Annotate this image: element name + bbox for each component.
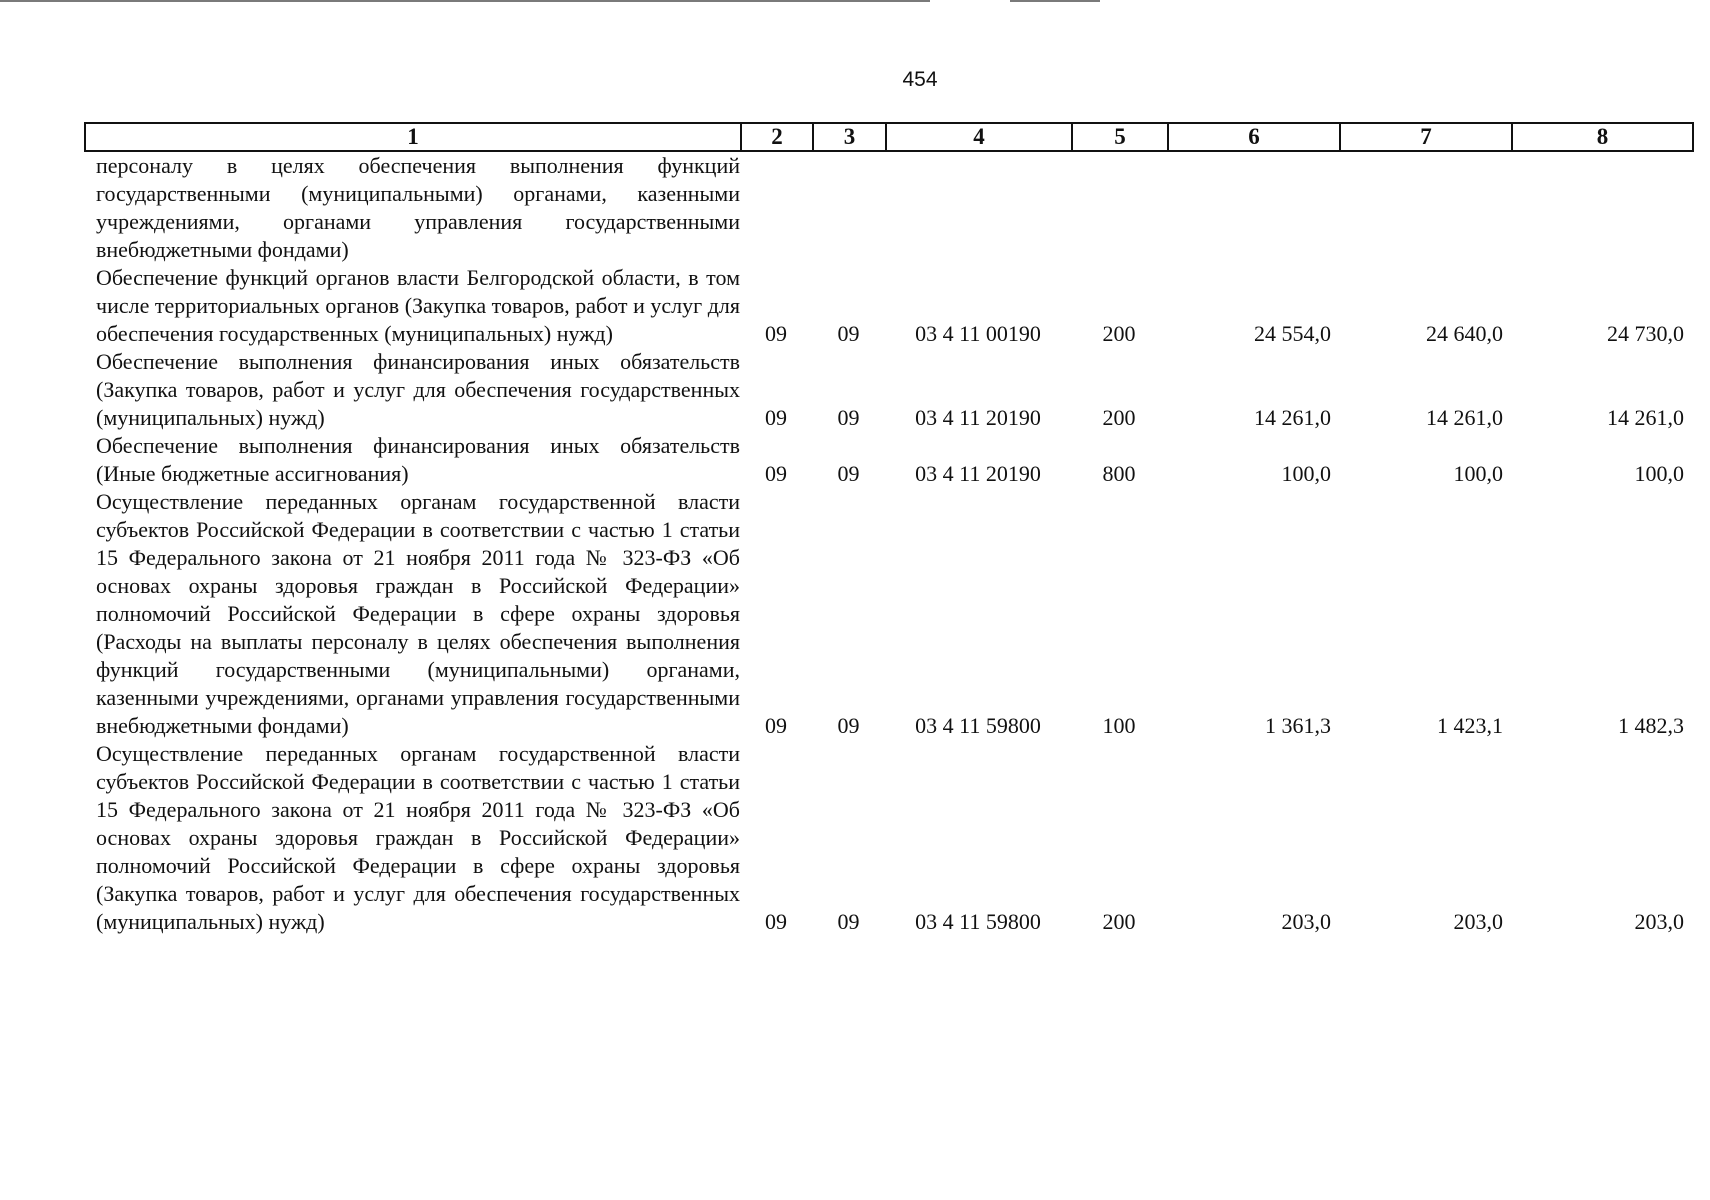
column-header: 5 [1072,123,1168,151]
row-amount-1: 100,0 [1281,461,1331,486]
row-target-code: 03 4 11 59800 [915,909,1041,934]
row-subsection: 09 [837,405,860,430]
row-target-code: 03 4 11 20190 [915,405,1041,430]
row-expense-type: 200 [1102,321,1136,346]
page-number: 454 [902,68,938,91]
row-name: персоналу в целях обеспечения выполнения функций государственными (муниципальными) органами, казенными учреждениями, органами управления государственными внебюджетными фондами) [96,153,740,262]
table-body [84,152,1692,936]
row-amount-2: 1 423,1 [1437,713,1503,738]
table-row [84,432,1692,488]
row-section: 09 [765,405,787,430]
column-header: 1 [85,123,741,151]
row-name: Обеспечение функций органов власти Белгородской области, в том числе территориальных органов (Закупка товаров, работ и услуг для обеспечения государственных (муниципальных) нужд) [96,265,740,346]
row-amount-2: 203,0 [1453,909,1503,934]
table-row [84,264,1692,348]
scan-edge-line [0,0,930,2]
column-header: 8 [1512,123,1693,151]
row-subsection: 09 [837,909,860,934]
row-subsection: 09 [837,713,860,738]
row-amount-1: 14 261,0 [1254,405,1331,430]
row-amount-1: 1 361,3 [1265,713,1331,738]
column-header: 2 [741,123,813,151]
row-target-code: 03 4 11 20190 [915,461,1041,486]
row-section: 09 [765,713,787,738]
row-target-code: 03 4 11 00190 [915,321,1041,346]
row-amount-3: 100,0 [1634,461,1684,486]
row-name: Осуществление переданных органам государственной власти субъектов Российской Федерации в соответствии с частью 1 статьи 15 Федерального закона от 21 ноября 2011 года № 323-ФЗ «Об основах охраны здоровья граждан в Российской Федерации» полномочий Российской Федерации в сфере охраны здоровья (Закупка товаров, работ и услуг для обеспечения государственных (муниципальных) нужд) [96,741,740,934]
row-name: Обеспечение выполнения финансирования иных обязательств (Закупка товаров, работ и услуг для обеспечения государственных (муниципальных) нужд) [96,349,740,430]
row-target-code: 03 4 11 59800 [915,713,1041,738]
row-amount-2: 100,0 [1453,461,1503,486]
row-amount-1: 24 554,0 [1254,321,1331,346]
row-expense-type: 800 [1102,461,1136,486]
row-section: 09 [765,461,787,486]
table-row [84,740,1692,936]
row-name: Обеспечение выполнения финансирования иных обязательств (Иные бюджетные ассигнования) [96,433,740,486]
row-section: 09 [765,321,787,346]
row-expense-type: 100 [1102,713,1136,738]
row-expense-type: 200 [1102,405,1136,430]
row-amount-3: 24 730,0 [1607,321,1684,346]
row-name: Осуществление переданных органам государственной власти субъектов Российской Федерации в соответствии с частью 1 статьи 15 Федерального закона от 21 ноября 2011 года № 323-ФЗ «Об основах охраны здоровья граждан в Российской Федерации» полномочий Российской Федерации в сфере охраны здоровья (Расходы на выплаты персоналу в целях обеспечения выполнения функций государственными (муниципальными) органами, казенными учреждениями, органами управления государственными внебюджетными фондами) [96,489,740,738]
row-amount-2: 14 261,0 [1426,405,1503,430]
row-section: 09 [765,909,787,934]
budget-table [84,122,1692,936]
row-amount-2: 24 640,0 [1426,321,1503,346]
table-header [84,122,1694,152]
table-row [84,488,1692,740]
row-subsection: 09 [837,321,860,346]
scan-edge-line [1010,0,1100,2]
table-row [84,152,1692,264]
row-subsection: 09 [837,461,860,486]
row-amount-3: 203,0 [1634,909,1684,934]
row-expense-type: 200 [1102,909,1136,934]
row-amount-3: 14 261,0 [1607,405,1684,430]
column-header: 3 [813,123,886,151]
table-row [84,348,1692,432]
column-header: 7 [1340,123,1512,151]
row-amount-1: 203,0 [1281,909,1331,934]
column-header: 4 [886,123,1072,151]
column-header: 6 [1168,123,1340,151]
header-row [85,123,1693,151]
row-amount-3: 1 482,3 [1618,713,1684,738]
